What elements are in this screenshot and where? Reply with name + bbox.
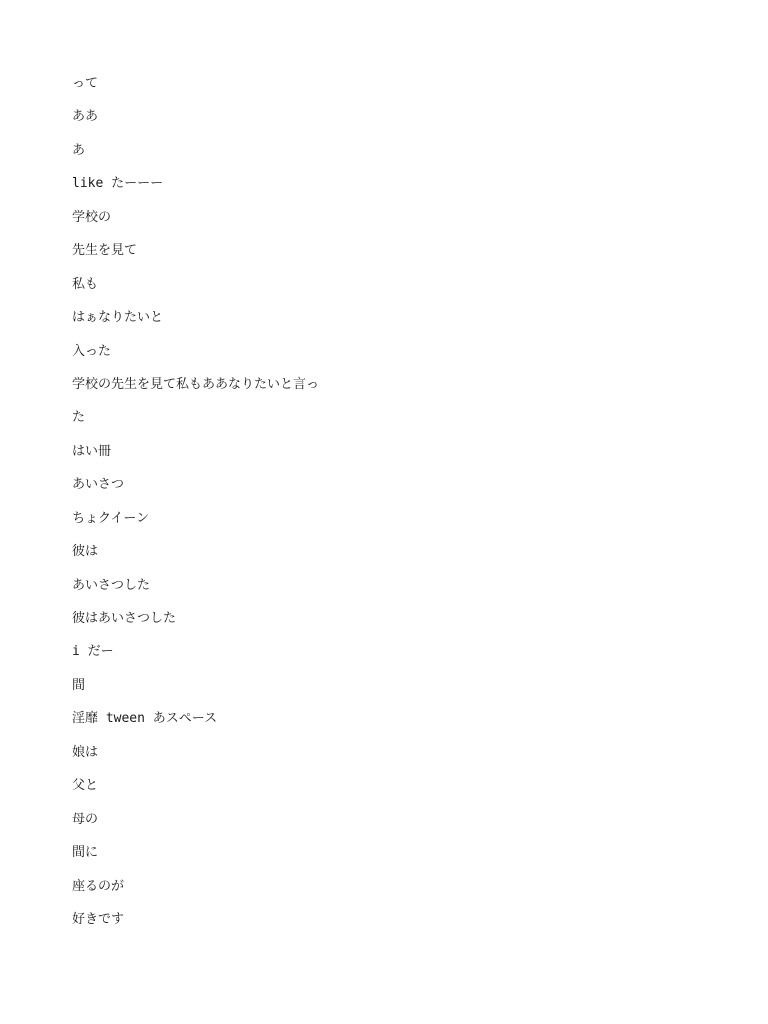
- text-line: た: [72, 410, 86, 426]
- text-line: 学校の先生を見て私もああなりたいと言っ: [72, 376, 320, 392]
- text-line: 母の: [72, 811, 99, 827]
- text-document: [72, 74, 712, 943]
- text-line: 私も: [72, 276, 99, 292]
- text-line: 座るのが: [72, 878, 125, 894]
- text-line: 娘は: [72, 744, 99, 760]
- text-line: はい冊: [72, 443, 112, 459]
- text-line: 淫靡 tween あスペース: [72, 711, 218, 727]
- text-line: ちょクイーン: [72, 510, 150, 526]
- text-line: 好きです: [72, 911, 125, 927]
- text-line: 間に: [72, 845, 99, 861]
- text-line: i だー: [72, 644, 114, 660]
- text-line: like たーーー: [72, 176, 164, 192]
- text-line: ああ: [72, 109, 99, 125]
- text-line: 間: [72, 677, 86, 693]
- text-line: あ: [72, 142, 86, 158]
- text-line: あいさつした: [72, 577, 151, 593]
- text-line: 先生を見て: [72, 243, 138, 259]
- text-line: 彼はあいさつした: [72, 611, 177, 626]
- text-line: はぁなりたいと: [72, 310, 164, 326]
- text-line: 学校の: [72, 209, 112, 225]
- text-line: って: [72, 76, 99, 91]
- text-line: 入った: [72, 343, 112, 359]
- text-line: 彼は: [72, 544, 99, 560]
- text-line: 父と: [72, 778, 99, 794]
- text-line: あいさつ: [72, 477, 125, 493]
